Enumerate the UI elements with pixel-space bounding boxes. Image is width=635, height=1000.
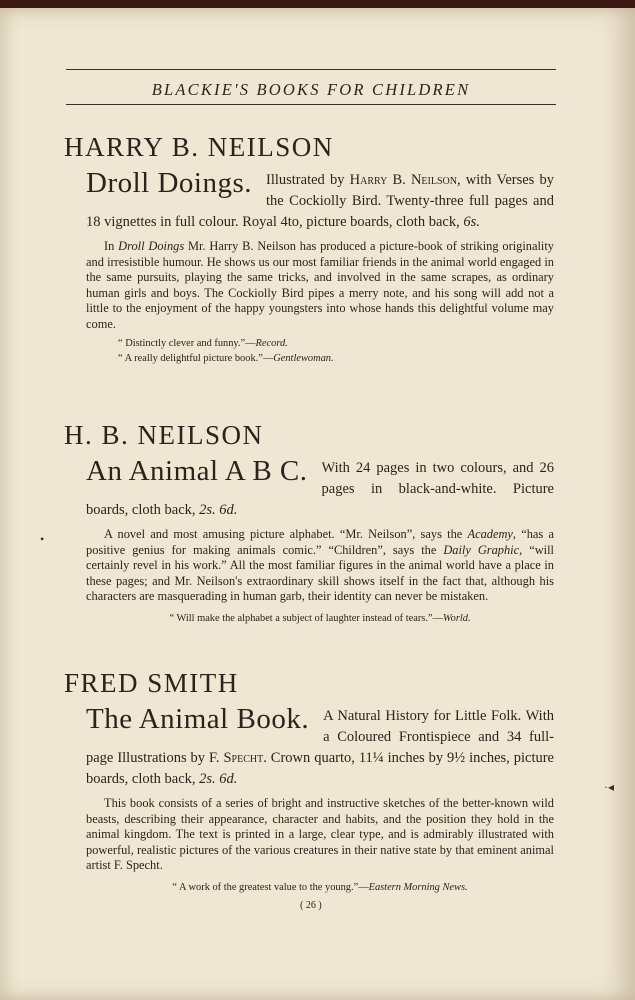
book-description: This book consists of a series of bright and instructive sketches of the better-known wild beasts, describing their appearance, character and habits, and the position they hold in the animal kingdom. The text is printed in a large, clear type, and is admirably illustrated with powerful, realistic pictures of the various creatures in their native state by that eminent animal artist F. Specht. <box>86 796 554 872</box>
margin-mark-icon: ·◂ <box>604 780 615 794</box>
book-entry <box>86 167 554 366</box>
publication-details: An Animal A B C. With 24 pages in two colours, and 26 pages in black-and-white. Picture boards, cloth back, 2s. 6d. <box>86 455 554 518</box>
book-title: Droll Doings. <box>86 167 252 199</box>
book-entry <box>86 703 554 895</box>
head-rule <box>66 104 556 105</box>
author-heading: HARRY B. NEILSON <box>64 132 334 162</box>
press-quote: “ A really delightful picture book.”—Gentlewoman. <box>118 353 334 364</box>
book-entry <box>86 455 554 626</box>
book-description: A novel and most amusing picture alphabet. “Mr. Neilson”, says the Academy, “has a positive genius for making animals comic.” “Children”, says the Daily Graphic, “will certainly revel in his work.” All the most familiar figures in the animal world have a place in these pages; and Mr. Neilson's extraordinary skill shows itself in the fact that, although his characters are masquerading in human garb, their identity can never be mistaken. <box>86 527 554 603</box>
margin-dot-icon: • <box>40 532 45 546</box>
price: 6s. <box>463 214 480 230</box>
press-quote: “ A work of the greatest value to the young.”—Eastern Morning News. <box>172 881 468 893</box>
price: 2s. 6d. <box>199 771 238 787</box>
page-number: ( 26 ) <box>300 900 322 911</box>
top-rule <box>66 69 556 70</box>
author-heading: H. B. NEILSON <box>64 420 264 450</box>
publication-details: The Animal Book. A Natural History for Little Folk. With a Coloured Frontispiece and 34 full-page Illustrations by F. Specht. Crown quarto, 11¼ inches by 9½ inches, picture boards, cloth back, 2s. 6d. <box>86 703 554 787</box>
author-heading: FRED SMITH <box>64 668 239 698</box>
price: 2s. 6d. <box>199 502 238 518</box>
book-description: In Droll Doings Mr. Harry B. Neilson has produced a picture-book of striking originality and irresistible humour. He shows us our most familiar friends in the animal world engaged in the same pursuits, playing the same tricks, and involved in the same scrapes, as ordinary human girls and boys. The Cockiolly Bird pipes a merry note, and his song will add not a little to the enjoyment of the happy youngsters into whose hands this delightful volume may come. <box>86 239 554 331</box>
publication-details: Droll Doings. Illustrated by Harry B. Neilson, with Verses by the Cockiolly Bird. Twenty-three full pages and 18 vignettes in full colour. Royal 4to, picture boards, cloth back, 6s. <box>86 167 554 230</box>
book-title: The Animal Book. <box>86 703 310 735</box>
book-title: An Animal A B C. <box>86 455 308 487</box>
press-quote: “ Distinctly clever and funny.”—Record. <box>118 338 288 349</box>
page <box>0 8 635 1000</box>
running-head: BLACKIE'S BOOKS FOR CHILDREN <box>151 80 471 99</box>
press-quote: “ Will make the alphabet a subject of laughter instead of tears.”—World. <box>169 612 471 624</box>
